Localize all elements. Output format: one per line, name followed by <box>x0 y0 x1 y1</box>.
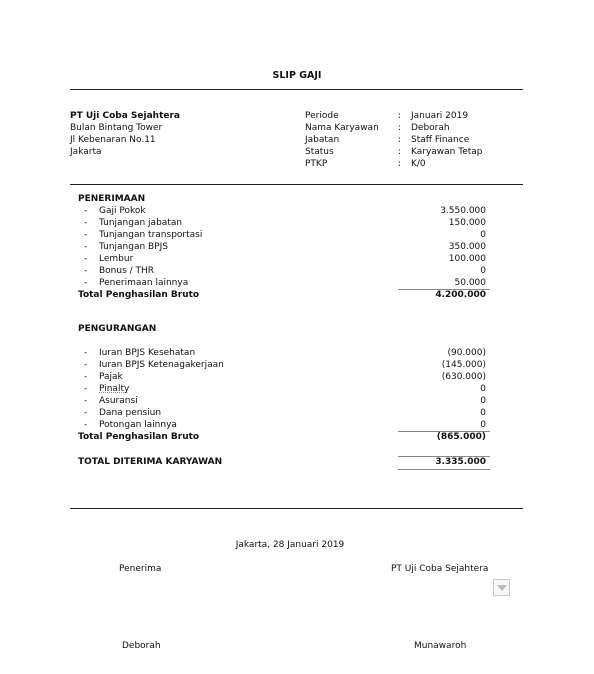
earning-label: Bonus / THR <box>99 266 155 276</box>
divider-header <box>70 184 523 185</box>
list-dash: - <box>84 206 88 216</box>
earning-amount: 150.000 <box>448 218 486 228</box>
earnings-total-label: Total Penghasilan Bruto <box>78 290 200 300</box>
net-amount: 3.335.000 <box>435 457 486 467</box>
document-title: SLIP GAJI <box>272 70 322 81</box>
earning-amount: 3.550.000 <box>440 206 486 216</box>
deduction-label: Pinalty <box>99 384 130 394</box>
earnings-total-amount: 4.200.000 <box>435 290 486 300</box>
list-dash: - <box>84 266 88 276</box>
info-label-nama: Nama Karyawan <box>305 123 379 133</box>
net-label: TOTAL DITERIMA KARYAWAN <box>78 457 223 467</box>
earning-amount: 0 <box>480 230 486 240</box>
company-signer-name: Munawaroh <box>414 641 467 651</box>
company-sign-label: PT Uji Coba Sejahtera <box>391 564 489 574</box>
earning-label: Tunjangan jabatan <box>99 218 183 228</box>
earning-label: Tunjangan BPJS <box>99 242 169 252</box>
info-sep: : <box>398 147 402 157</box>
dropdown-button[interactable] <box>493 579 510 596</box>
deduction-amount: 0 <box>480 420 486 430</box>
earning-label: Gaji Pokok <box>99 206 146 216</box>
list-dash: - <box>84 218 88 228</box>
earning-label: Tunjangan transportasi <box>99 230 203 240</box>
deduction-label: Dana pensiun <box>99 408 162 418</box>
chevron-down-icon <box>497 585 507 592</box>
deduction-amount: (630.000) <box>441 372 486 382</box>
info-value-jabatan: Staff Finance <box>411 135 470 145</box>
earning-amount: 350.000 <box>448 242 486 252</box>
receiver-label: Penerima <box>119 564 162 574</box>
earning-label: Penerimaan lainnya <box>99 278 189 288</box>
list-dash: - <box>84 278 88 288</box>
deductions-heading: PENGURANGAN <box>78 324 157 334</box>
net-line-bottom <box>398 469 490 470</box>
list-dash: - <box>84 420 88 430</box>
list-dash: - <box>84 396 88 406</box>
deductions-total-amount: (865.000) <box>436 432 486 442</box>
info-sep: : <box>398 135 402 145</box>
deduction-label: Iuran BPJS Ketenagakerjaan <box>99 360 224 370</box>
deduction-label: Iuran BPJS Kesehatan <box>99 348 196 358</box>
company-address-line2: Jl Kebenaran No.11 <box>70 135 156 145</box>
list-dash: - <box>84 242 88 252</box>
list-dash: - <box>84 360 88 370</box>
list-dash: - <box>84 348 88 358</box>
earning-amount: 0 <box>480 266 486 276</box>
info-label-ptkp: PTKP <box>305 159 328 169</box>
list-dash: - <box>84 372 88 382</box>
deduction-label: Potongan lainnya <box>99 420 177 430</box>
info-value-nama: Deborah <box>411 123 450 133</box>
deduction-amount: 0 <box>480 396 486 406</box>
deduction-amount: (90.000) <box>447 348 486 358</box>
company-name: PT Uji Coba Sejahtera <box>70 111 180 121</box>
list-dash: - <box>84 408 88 418</box>
info-label-periode: Periode <box>305 111 339 121</box>
list-dash: - <box>84 254 88 264</box>
divider-bottom <box>70 508 523 509</box>
earnings-heading: PENERIMAAN <box>78 194 146 204</box>
company-city: Jakarta <box>70 147 102 157</box>
divider-top <box>70 89 523 90</box>
info-sep: : <box>398 123 402 133</box>
info-label-status: Status <box>305 147 334 157</box>
info-value-periode: Januari 2019 <box>411 111 469 121</box>
earning-amount: 100.000 <box>448 254 486 264</box>
deduction-amount: (145.000) <box>441 360 486 370</box>
earning-label: Lembur <box>99 254 134 264</box>
list-dash: - <box>84 384 88 394</box>
info-value-status: Karyawan Tetap <box>411 147 483 157</box>
list-dash: - <box>84 230 88 240</box>
deduction-label: Pajak <box>99 372 123 382</box>
info-value-ptkp: K/0 <box>411 159 426 169</box>
deduction-amount: 0 <box>480 384 486 394</box>
deduction-amount: 0 <box>480 408 486 418</box>
info-label-jabatan: Jabatan <box>305 135 340 145</box>
info-sep: : <box>398 159 402 169</box>
earning-amount: 50.000 <box>454 278 486 288</box>
deductions-total-label: Total Penghasilan Bruto <box>78 432 200 442</box>
company-address-line1: Bulan Bintang Tower <box>70 123 163 133</box>
receiver-name: Deborah <box>122 641 161 651</box>
place-date: Jakarta, 28 Januari 2019 <box>235 540 345 550</box>
deduction-label: Asuransi <box>99 396 138 406</box>
info-sep: : <box>398 111 402 121</box>
